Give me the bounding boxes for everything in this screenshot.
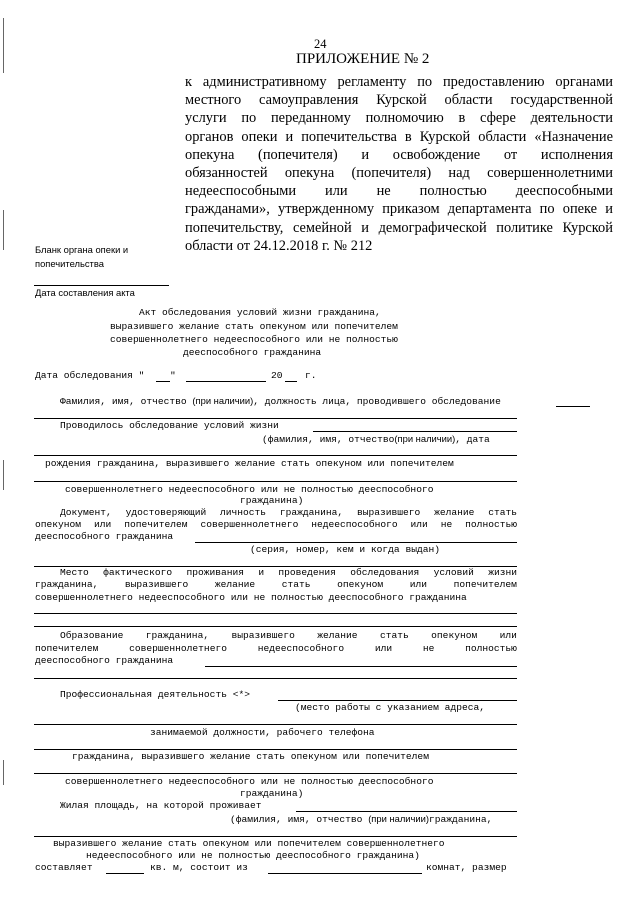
form-word: проживания	[186, 567, 245, 578]
form-word: недееспособного	[257, 643, 345, 654]
appendix-word: к	[185, 74, 192, 90]
living-area-label: Жилая площадь, на которой проживает	[60, 800, 262, 811]
id-document-line1	[60, 507, 517, 518]
area-label-c: комнат, размер	[426, 862, 507, 873]
appendix-line	[185, 73, 613, 91]
scan-edge-mark	[3, 460, 4, 490]
appendix-text	[185, 73, 613, 255]
inspector-blank[interactable]	[556, 406, 590, 407]
id-document-hint: (серия, номер, кем и когда выдан)	[250, 544, 440, 555]
id-document-line2	[35, 519, 517, 530]
appendix-word: области	[444, 92, 493, 109]
appendix-word: опекуна	[185, 146, 235, 163]
education-blank-line2[interactable]	[34, 678, 517, 679]
area-sqm-blank[interactable]	[106, 873, 144, 874]
form-word: выразившего	[124, 579, 189, 590]
form-word: жизни	[488, 567, 517, 578]
survey-day-blank[interactable]	[156, 381, 170, 382]
appendix-word: дееспособными	[515, 183, 613, 200]
appendix-word: «Назначение	[534, 128, 613, 145]
form-word: выразившего	[231, 630, 295, 641]
profession-hint2: занимаемой должности, рабочего телефона	[150, 727, 375, 738]
id-document-blank[interactable]	[195, 542, 517, 543]
appendix-word: предоставлению	[442, 74, 545, 90]
hint-birth-line: рождения гражданина, выразившего желание стать опекуном или попечителем	[45, 458, 454, 469]
appendix-word: (попечителя)	[351, 165, 432, 182]
form-word: или	[499, 630, 517, 641]
area-label-b: кв. м, состоит из	[150, 862, 248, 873]
form-word: Документ,	[60, 507, 112, 518]
appendix-word: регламенту	[337, 74, 407, 90]
form-word: удостоверяющий	[125, 507, 207, 518]
living-area-hint: (фамилия, имя, отчество (при наличии)гражданина,	[230, 813, 493, 825]
form-word: или	[374, 643, 393, 654]
appendix-line	[185, 200, 613, 218]
appendix-line	[185, 91, 613, 109]
appendix-word: государственной	[510, 92, 613, 109]
survey-conducted-label: Проводилось обследование условий жизни	[60, 420, 279, 431]
appendix-word: переданному	[270, 110, 351, 127]
residence-line2	[35, 579, 517, 590]
appendix-word: не	[376, 183, 391, 200]
form-word: желание	[214, 579, 256, 590]
form-word: гражданина,	[35, 579, 99, 590]
appendix-word: утвержденному	[278, 201, 375, 218]
profession-hint4: совершеннолетнего недееспособного или не полностью дееспособного	[65, 776, 434, 787]
profession-hint: (место работы с указанием адреса,	[295, 702, 485, 713]
appendix-word: и	[605, 201, 613, 218]
appendix-word: (попечителя)	[258, 146, 338, 163]
education-line1	[60, 630, 517, 641]
appendix-word: совершеннолетними	[487, 165, 613, 182]
form-word: обследования	[350, 567, 420, 578]
appendix-word: Курской	[376, 92, 427, 109]
form-word: личность	[220, 507, 267, 518]
form-word: попечителем	[453, 579, 517, 590]
residence-line1	[60, 567, 517, 578]
id-document-line3: дееспособного гражданина	[35, 531, 174, 542]
residence-line3: совершеннолетнего недееспособного или не полностью дееспособного гражданина	[35, 592, 467, 603]
appendix-line	[185, 182, 613, 200]
appendix-word: самоуправления	[259, 92, 359, 109]
appendix-word: местного	[185, 92, 242, 109]
survey-date-label: Дата обследования "	[35, 370, 145, 381]
survey-year-blank[interactable]	[285, 381, 297, 382]
appendix-word: над	[448, 165, 470, 182]
education-line2	[35, 643, 517, 654]
residence-blank-line2[interactable]	[34, 626, 517, 627]
form-word: или	[93, 519, 112, 530]
form-word: или	[409, 579, 428, 590]
form-word: фактического	[103, 567, 173, 578]
form-word: совершеннолетнего	[200, 519, 299, 530]
hint-incapacitated-line: совершеннолетнего недееспособного или не полностью дееспособного	[65, 484, 434, 495]
date-of-act-label: Дата составления акта	[35, 287, 135, 298]
survey-conducted-blank[interactable]	[313, 431, 517, 432]
appendix-word: опеке	[562, 201, 598, 218]
blank-label-line1: Бланк органа опеки и	[35, 244, 129, 255]
scan-edge-mark	[3, 760, 4, 785]
appendix-word: или	[325, 183, 348, 200]
form-word: выразившего	[356, 507, 421, 518]
appendix-word: административному	[202, 74, 327, 90]
profession-label: Профессиональная деятельность <*>	[60, 689, 250, 700]
appendix-word: приказом	[382, 201, 440, 218]
appendix-word: и	[285, 128, 294, 145]
appendix-word: исполнения	[540, 146, 613, 163]
blank-label-line2: попечительства	[35, 258, 104, 269]
profession-blank[interactable]	[278, 700, 517, 701]
appendix-word: по	[417, 74, 433, 90]
form-word: не	[422, 643, 435, 654]
form-word: Образование	[60, 630, 124, 641]
area-label-a: составляет	[35, 862, 93, 873]
profession-blank-line4[interactable]	[34, 773, 517, 774]
appendix-title: ПРИЛОЖЕНИЕ № 2	[296, 51, 430, 67]
form-word: попечителем	[35, 643, 99, 654]
appendix-word: полностью	[419, 183, 487, 200]
rooms-blank[interactable]	[268, 873, 422, 874]
appendix-line	[185, 109, 613, 127]
fio-hint: (фамилия, имя, отчество(при наличии), дата	[262, 433, 490, 445]
scan-edge-mark	[3, 210, 4, 250]
form-word: гражданина,	[279, 507, 344, 518]
appendix-line	[185, 219, 613, 237]
appendix-word: недееспособными	[185, 183, 297, 200]
hint-citizen-close: гражданина)	[240, 495, 304, 506]
appendix-word: по	[539, 201, 555, 218]
profession-hint3: гражданина, выразившего желание стать опекуном или попечителем	[72, 751, 429, 762]
appendix-word: органами	[555, 74, 613, 90]
act-title-line4: дееспособного гражданина	[183, 347, 322, 358]
living-area-hint3: недееспособного или не полностью дееспособного гражданина)	[86, 850, 420, 861]
form-word: стать	[488, 507, 517, 518]
appendix-word: семейной	[292, 219, 352, 236]
birth-blank-line[interactable]	[34, 481, 517, 482]
page-number: 24	[314, 37, 327, 51]
form-word: совершеннолетнего	[129, 643, 227, 654]
survey-date-quote: "	[170, 370, 176, 381]
form-word: стать	[281, 579, 311, 590]
appendix-word: попечительству,	[185, 219, 284, 236]
form-word: полностью	[465, 643, 517, 654]
form-word: опекуном	[337, 579, 384, 590]
living-area-hint2: выразившего желание стать опекуном или попечителем совершеннолетнего	[53, 838, 445, 849]
form-word: полностью	[465, 519, 517, 530]
appendix-word: по	[241, 110, 257, 127]
inspector-label: Фамилия, имя, отчество (при наличии), должность лица, проводившего обследование	[60, 395, 501, 407]
appendix-line	[185, 237, 613, 255]
form-word: не	[440, 519, 453, 530]
form-word: недееспособного	[311, 519, 398, 530]
education-line3: дееспособного гражданина	[35, 655, 174, 666]
appendix-word: политике	[496, 219, 553, 236]
form-word: попечителем	[124, 519, 188, 530]
appendix-word: Курской	[562, 219, 613, 236]
appendix-word: области	[478, 128, 527, 145]
survey-month-blank[interactable]	[186, 381, 266, 382]
form-word: и	[258, 567, 265, 578]
scan-edge-mark	[3, 18, 4, 73]
inspector-blank-line2[interactable]	[34, 418, 517, 419]
education-blank[interactable]	[205, 666, 517, 667]
profession-blank-line3[interactable]	[34, 749, 517, 750]
survey-year-suffix: г.	[305, 370, 317, 381]
appendix-word: области от 24.12.2018 г. № 212	[185, 237, 373, 254]
survey-year-label: 20	[271, 370, 283, 381]
appendix-word: от	[503, 146, 518, 163]
appendix-word: в	[458, 110, 466, 127]
form-word: Место	[60, 567, 89, 578]
appendix-word: Курской	[419, 128, 471, 145]
form-word: проведения	[278, 567, 336, 578]
appendix-word: деятельности	[530, 110, 613, 127]
appendix-word: полномочию	[365, 110, 444, 127]
form-word: стать	[379, 630, 409, 641]
appendix-word: сфере	[480, 110, 516, 127]
living-area-blank-line2[interactable]	[34, 836, 517, 837]
appendix-word: услуги	[185, 110, 227, 127]
form-word: опекуном	[35, 519, 82, 530]
appendix-word: департамента	[447, 201, 532, 218]
appendix-word: органов	[185, 128, 234, 145]
form-word: гражданина,	[145, 630, 210, 641]
living-area-blank[interactable]	[296, 811, 517, 812]
profession-blank-line2[interactable]	[34, 724, 517, 725]
profession-hint5: гражданина)	[240, 788, 304, 799]
act-title-line3: совершеннолетнего недееспособного или не полностью	[110, 334, 398, 345]
appendix-word: освобождение	[392, 146, 481, 163]
appendix-word: и	[361, 219, 369, 236]
appendix-word: опекуна	[284, 165, 335, 182]
appendix-word: попечительства	[301, 128, 397, 145]
act-title-line2: выразившего желание стать опекуном или попечителем	[110, 321, 398, 332]
appendix-word: обязанностей	[185, 165, 268, 182]
appendix-line	[185, 164, 613, 182]
appendix-word: гражданами»,	[185, 201, 270, 218]
form-word: или	[410, 519, 428, 530]
form-word: опекуном	[431, 630, 478, 641]
appendix-word: в	[404, 128, 412, 145]
form-word: условий	[433, 567, 474, 578]
appendix-line	[185, 146, 613, 164]
fio-blank-line[interactable]	[34, 455, 517, 456]
residence-blank-line1[interactable]	[34, 613, 517, 614]
blank-underline	[34, 285, 169, 286]
act-title-line1: Акт обследования условий жизни гражданина,	[139, 307, 381, 318]
appendix-word: демографической	[378, 219, 487, 236]
form-word: желание	[434, 507, 475, 518]
appendix-line	[185, 128, 613, 146]
form-word: желание	[317, 630, 358, 641]
appendix-word: и	[361, 146, 370, 163]
appendix-word: опеки	[241, 128, 278, 145]
